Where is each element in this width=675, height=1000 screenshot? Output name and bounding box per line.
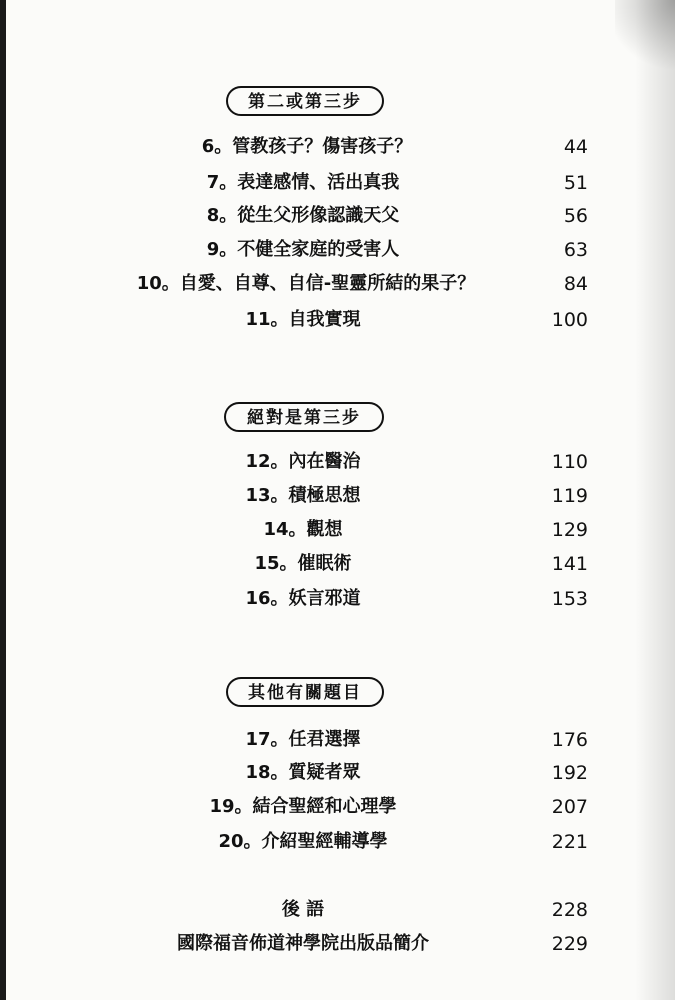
toc-entry-title: 15。催眠術 — [254, 553, 352, 574]
toc-entry-page: 141 — [551, 553, 588, 575]
toc-entry — [6, 235, 675, 265]
toc-entry-page: 192 — [551, 762, 588, 784]
toc-entry-title: 後 語 — [281, 899, 325, 920]
toc-entry-page: 119 — [551, 485, 588, 507]
section-heading-other-related-topics: 其他有關題目 — [226, 677, 384, 707]
toc-entry-title: 20。介紹聖經輔導學 — [218, 831, 388, 852]
toc-entry-page: 129 — [551, 519, 588, 541]
toc-entry-title: 9。不健全家庭的受害人 — [206, 239, 400, 260]
toc-entry-afterword — [6, 895, 675, 925]
toc-entry-page: 51 — [563, 172, 588, 194]
toc-entry-title: 11。自我實現 — [245, 309, 361, 330]
toc-entry — [6, 269, 675, 299]
toc-entry — [6, 447, 675, 477]
toc-entry-title: 13。積極思想 — [245, 485, 361, 506]
toc-entry — [6, 827, 675, 857]
toc-entry-title: 16。妖言邪道 — [245, 588, 361, 609]
toc-entry-title: 10。自愛、自尊、自信-聖靈所結的果子？ — [136, 273, 476, 294]
toc-entry-page: 228 — [551, 899, 588, 921]
section-heading-step-two-or-three: 第二或第三步 — [226, 86, 384, 116]
toc-entry — [6, 758, 675, 788]
toc-entry-page: 221 — [551, 831, 588, 853]
toc-entry-title: 12。內在醫治 — [245, 451, 361, 472]
toc-entry-page: 84 — [563, 273, 588, 295]
toc-entry-title: 6。管教孩子？傷害孩子？ — [201, 136, 413, 157]
toc-entry — [6, 201, 675, 231]
toc-entry-page: 229 — [551, 933, 588, 955]
toc-entry — [6, 549, 675, 579]
toc-entry-title: 18。質疑者眾 — [245, 762, 361, 783]
toc-entry — [6, 792, 675, 822]
toc-entry-page: 44 — [563, 136, 588, 158]
page-corner-shadow — [615, 0, 675, 80]
section-heading-definitely-step-three: 絕對是第三步 — [224, 402, 384, 432]
toc-entry-title: 8。從生父形像認識天父 — [206, 205, 400, 226]
toc-entry-title: 國際福音佈道神學院出版品簡介 — [177, 933, 429, 954]
toc-entry-title: 14。觀想 — [263, 519, 343, 540]
toc-entry — [6, 515, 675, 545]
toc-entry-page: 153 — [551, 588, 588, 610]
toc-entry — [6, 305, 675, 335]
toc-entry-page: 207 — [551, 796, 588, 818]
toc-entry — [6, 168, 675, 198]
toc-entry-title: 19。結合聖經和心理學 — [209, 796, 397, 817]
toc-entry-publications — [6, 929, 675, 959]
toc-entry-title: 7。表達感情、活出真我 — [206, 172, 400, 193]
toc-entry — [6, 481, 675, 511]
toc-entry-page: 63 — [563, 239, 588, 261]
toc-entry — [6, 725, 675, 755]
toc-entry-page: 56 — [563, 205, 588, 227]
toc-entry-page: 176 — [551, 729, 588, 751]
toc-entry-title: 17。任君選擇 — [245, 729, 361, 750]
toc-entry — [6, 132, 675, 162]
toc-entry-page: 110 — [551, 451, 588, 473]
toc-entry — [6, 584, 675, 614]
toc-entry-page: 100 — [551, 309, 588, 331]
